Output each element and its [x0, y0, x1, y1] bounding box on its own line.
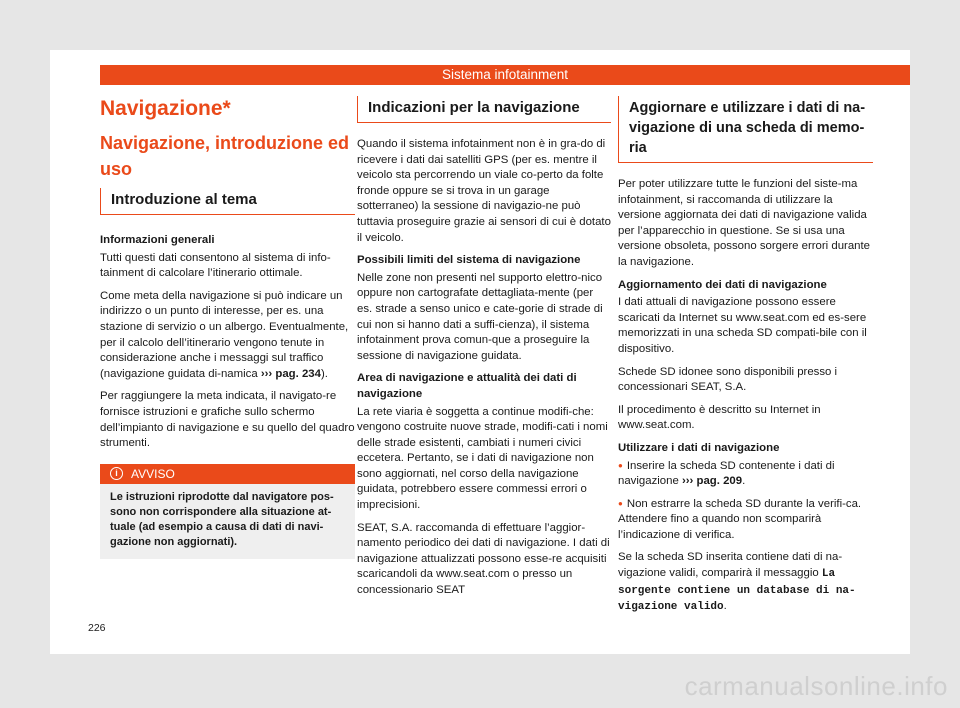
chapter-title: Navigazione*	[100, 97, 231, 120]
system-message: La sorgente contiene un database di na-vigazione valido	[618, 568, 856, 614]
notice-title: AVVISO	[131, 466, 175, 481]
paragraph: I dati attuali di navigazione possono essere scaricati da Internet su www.seat.com ed es-sere memorizzati in una scheda SD compati-bile con il dispositivo.	[618, 296, 867, 355]
section-header: Sistema infotainment	[100, 65, 910, 85]
paragraph-heading-limits: Possibili limiti del sistema di navigazione	[357, 254, 581, 267]
notice-box	[100, 464, 355, 559]
topic-heading-navigation-tips: Indicazioni per la navigazione	[357, 96, 611, 123]
info-icon: i	[110, 467, 123, 480]
bullet-item: ● Non estrarre la scheda SD durante la verifi-ca. Attendere fino a quando non scomparirà l’indicazione di verifica.	[618, 497, 873, 544]
paragraph-heading-area: Area di navigazione e attualità dei dati di navigazione	[357, 372, 577, 400]
topic-heading-intro: Introduzione al tema	[100, 188, 355, 215]
paragraph-heading-general: Informazioni generali	[100, 234, 215, 246]
notice-text: Le istruzioni riprodotte dal navigatore pos-sono non corrispondere alla situazione at-tuale (ad esempio a causa di dati di navi-gazione non aggiornati).	[110, 490, 334, 549]
column-right	[618, 96, 873, 623]
paragraph-heading-update: Aggiornamento dei dati di navigazione	[618, 278, 827, 291]
column-left	[100, 96, 355, 559]
paragraph: SEAT, S.A. raccomanda di effettuare l’aggior-namento periodico dei dati di navigazione. I dati di navigazione attualizzati possono esse-re acquisiti scaricandoli da www.seat.com o presso un concessionario SEAT	[357, 521, 610, 597]
paragraph: Il procedimento è descritto su Internet in www.seat.com.	[618, 403, 821, 432]
paragraph: Tutti questi dati consentono al sistema di info-tainment di calcolare l’itinerario ottimale.	[100, 251, 331, 280]
watermark: carmanualsonline.info	[684, 671, 948, 701]
paragraph: La rete viaria è soggetta a continue modifi-che: vengono costruite nuove strade, modifi-cati i nomi delle strade esistenti, cambiati i numeri civici eccetera. Pertanto, se i dati di navigazione non sono aggiornati, nel corso della navigazione guidata, potrebbero essere commessi errori o imprecisioni.	[357, 405, 608, 512]
topic-heading-update-data: Aggiornare e utilizzare i dati di na-vigazione di una scheda di memo-ria	[618, 96, 873, 163]
bullet-item: ● Inserire la scheda SD contenente i dati di navigazione ››› pag. 209.	[618, 459, 873, 490]
page-number: 226	[88, 622, 106, 634]
paragraph: Per raggiungere la meta indicata, il navigato-re fornisce istruzioni e grafiche sullo schermo dell’impianto di navigazione e su quello del quadro strumenti.	[100, 390, 355, 450]
notice-header	[100, 464, 355, 484]
section-title: Navigazione, introduzione ed uso	[100, 133, 350, 179]
page-reference-link[interactable]: ››› pag. 209	[681, 475, 743, 488]
paragraph: Quando il sistema infotainment non è in gra-do di ricevere i dati dai satelliti GPS (per es. mentre il veicolo sta percorrendo un viale co-perto da folte fronde oppure se si trova in un garage sotterraneo) la sessione di navigazio-ne può tuttavia proseguire grazie ai sensori di cui è dotato il veicolo.	[357, 138, 611, 244]
page-reference-link[interactable]: ››› pag. 234	[260, 367, 321, 380]
paragraph: Se la scheda SD inserita contiene dati di na-vigazione validi, comparirà il messaggio La sorgente contiene un database di na-vigazione valido.	[618, 551, 856, 614]
paragraph: Come meta della navigazione si può indicare un indirizzo o un punto di interesse, per es. una stazione di servizio o un albergo. Eventualmente, per il calcolo dell’itinerario vengono tenute in considerazione anche i messaggi sul traffico (navigazione guidata di-namica ››› pag. 234).	[100, 289, 349, 380]
column-middle	[357, 96, 611, 606]
manual-page	[50, 50, 910, 654]
paragraph-heading-use: Utilizzare i dati di navigazione	[618, 441, 780, 454]
paragraph: Per poter utilizzare tutte le funzioni del siste-ma infotainment, si raccomanda di utilizzare la versione aggiornata dei dati di navigazione valida per l’apparecchio in questione. Se si usa una versione obsoleta, possono sorgere errori durante la navigazione.	[618, 178, 871, 268]
paragraph: Schede SD idonee sono disponibili presso i concessionari SEAT, S.A.	[618, 365, 838, 394]
paragraph: Nelle zone non presenti nel supporto elettro-nico oppure non cartografate dettagliata-mente (per es. strade a senso unico e cate-gorie di strade di cui non si hanno dati a suffi-cienza), il sistema infotainment prova comun-que a proseguire la sessione di navigazione guidata.	[357, 271, 603, 362]
